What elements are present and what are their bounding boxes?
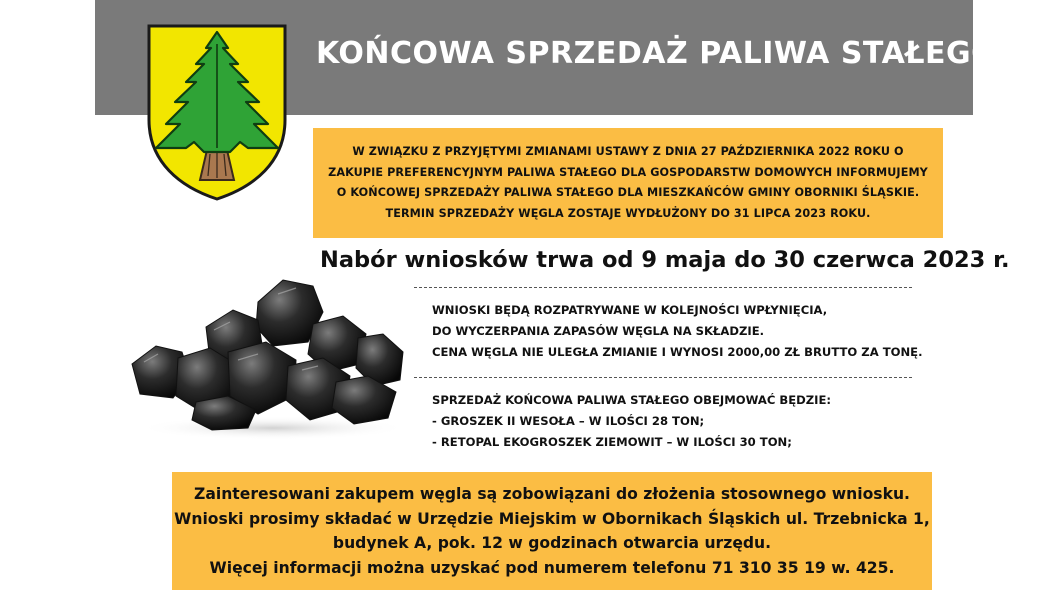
- notice-line: TERMIN SPRZEDAŻY WĘGLA ZOSTAJE WYDŁUŻONY DO 31 LIPCA 2023 ROKU.: [385, 206, 871, 220]
- sale-block: [432, 390, 952, 453]
- application-period-headline: Nabór wniosków trwa od 9 maja do 30 czerwca 2023 r.: [320, 247, 1010, 273]
- page-title: KOŃCOWA SPRZEDAŻ PALIWA STAŁEGO: [316, 36, 998, 71]
- notice-box: [313, 128, 943, 238]
- sale-line: SPRZEDAŻ KOŃCOWA PALIWA STAŁEGO OBEJMOWAĆ BĘDZIE:: [432, 393, 832, 407]
- notice-line: ZAKUPIE PREFERENCYJNYM PALIWA STAŁEGO DLA GOSPODARSTW DOMOWYCH INFORMUJEMY: [328, 165, 928, 179]
- info-block: [432, 300, 952, 363]
- footer-line: budynek A, pok. 12 w godzinach otwarcia urzędu.: [332, 534, 772, 552]
- footer-line: Zainteresowani zakupem węgla są zobowiązani do złożenia stosownego wniosku.: [194, 485, 910, 503]
- footer-line: Wnioski prosimy składać w Urzędzie Miejskim w Obornikach Śląskich ul. Trzebnicka 1,: [174, 509, 930, 528]
- coal-lumps-icon: [118, 272, 418, 442]
- info-line: WNIOSKI BĘDĄ ROZPATRYWANE W KOLEJNOŚCI WPŁYNIĘCIA,: [432, 303, 828, 317]
- info-line: DO WYCZERPANIA ZAPASÓW WĘGLA NA SKŁADZIE.: [432, 324, 765, 338]
- sale-line: - RETOPAL EKOGROSZEK ZIEMOWIT – W ILOŚCI 30 TON;: [432, 435, 792, 449]
- sale-line: - GROSZEK II WESOŁA – W ILOŚCI 28 TON;: [432, 414, 705, 428]
- dashed-divider: [414, 287, 912, 288]
- spruce-tree-coat-of-arms-icon: [144, 22, 290, 202]
- dashed-divider: [414, 377, 912, 378]
- footer-box: [172, 472, 932, 590]
- notice-line: W ZWIĄZKU Z PRZYJĘTYMI ZMIANAMI USTAWY Z DNIA 27 PAŹDZIERNIKA 2022 ROKU O: [352, 145, 904, 158]
- footer-line: Więcej informacji można uzyskać pod numerem telefonu 71 310 35 19 w. 425.: [209, 558, 895, 577]
- info-line: CENA WĘGLA NIE ULEGŁA ZMIANIE I WYNOSI 2000,00 ZŁ BRUTTO ZA TONĘ.: [432, 345, 923, 359]
- notice-line: O KOŃCOWEJ SPRZEDAŻY PALIWA STAŁEGO DLA MIESZKAŃCÓW GMINY OBORNIKI ŚLĄSKIE.: [336, 186, 920, 199]
